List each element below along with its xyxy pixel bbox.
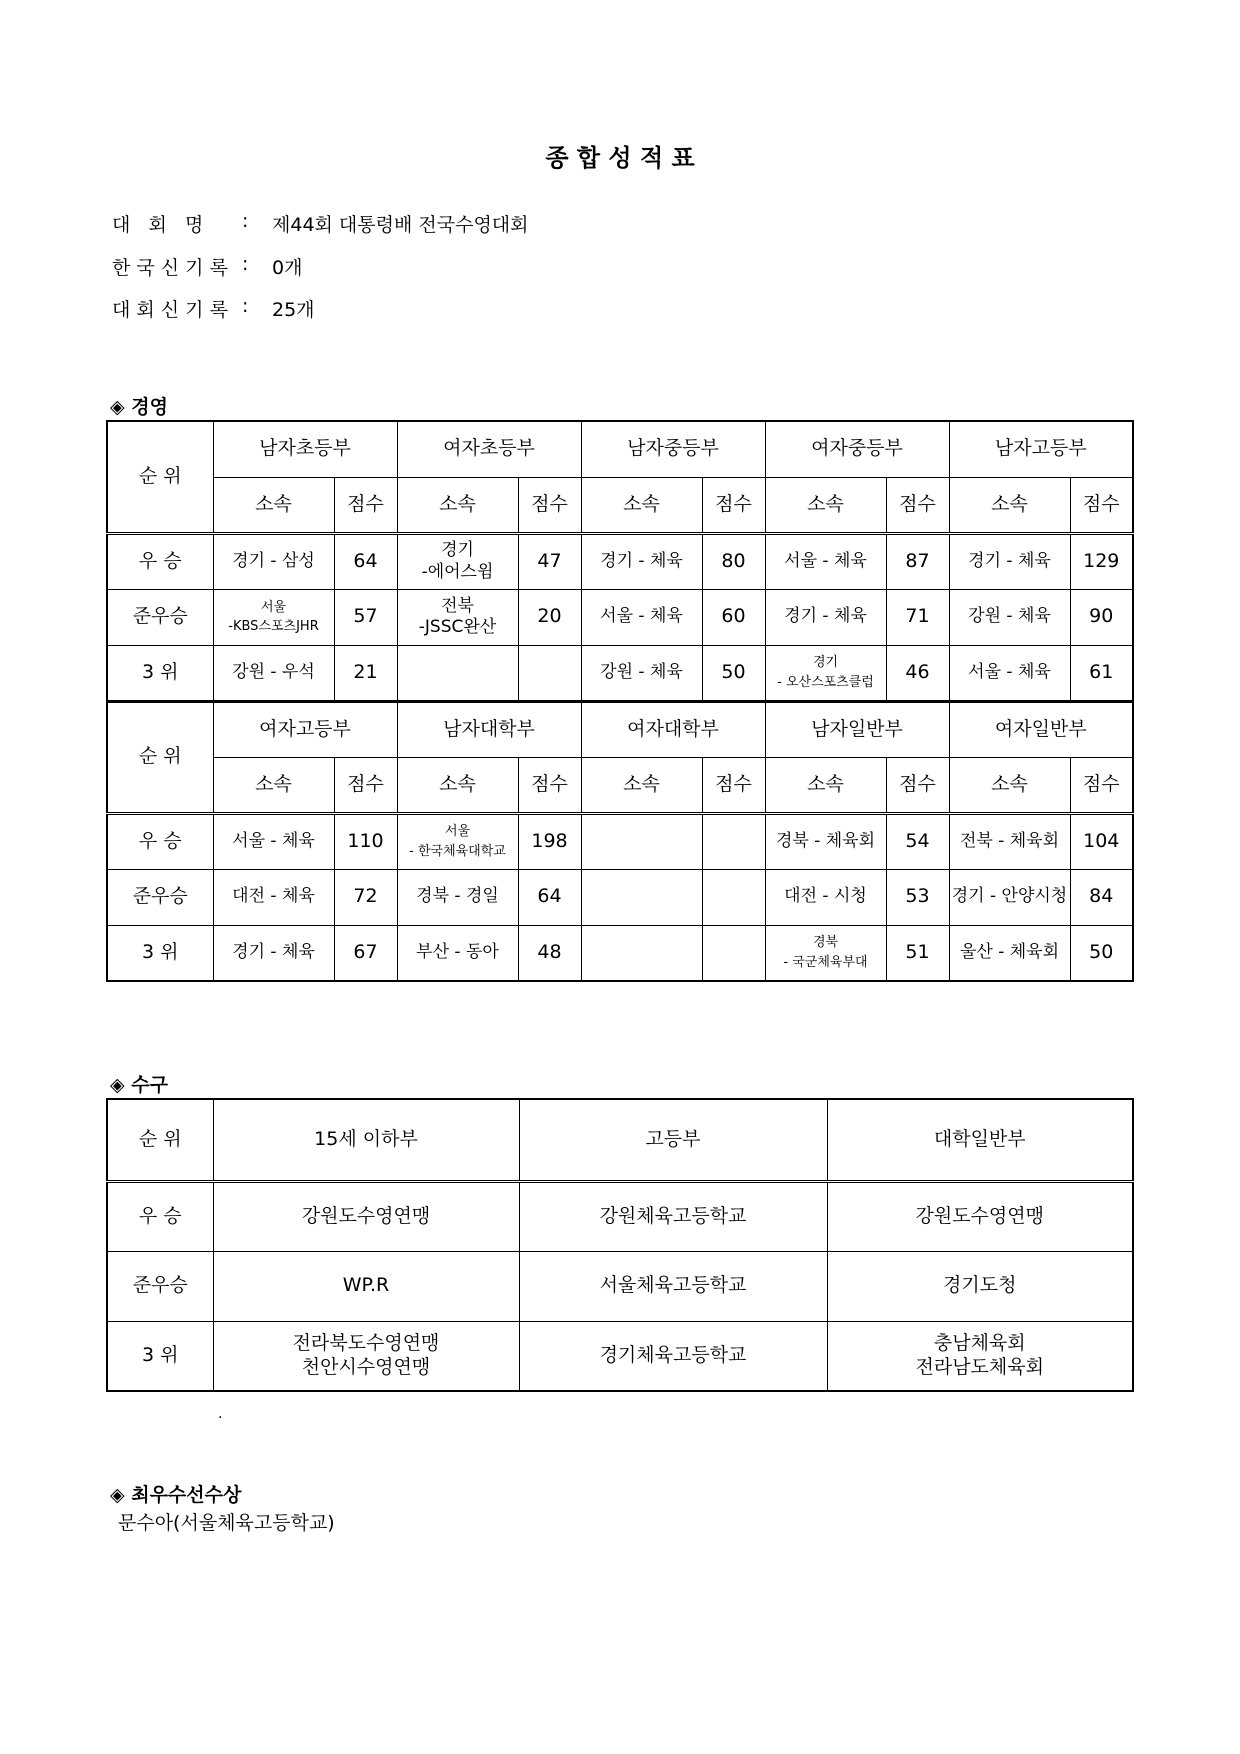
affiliation-cell: 경북 - 국군체육부대 — [765, 925, 886, 981]
score-cell: 64 — [334, 533, 397, 589]
table-header-row — [107, 701, 1133, 757]
score-cell: 21 — [334, 645, 397, 701]
score-cell: 84 — [1070, 869, 1133, 925]
affiliation-cell: 경기 - 체육 — [949, 533, 1070, 589]
table-header-row — [107, 421, 1133, 477]
score-cell: 104 — [1070, 813, 1133, 869]
group-header: 여자중등부 — [765, 421, 949, 477]
score-cell: 87 — [886, 533, 949, 589]
affiliation-header: 소속 — [765, 757, 886, 813]
group-header: 대학일반부 — [827, 1099, 1133, 1181]
rank-header: 순 위 — [107, 421, 213, 533]
affiliation-cell: 서울 - 한국체육대학교 — [397, 813, 518, 869]
table-row — [107, 1181, 1133, 1251]
info-colon: : — [242, 210, 249, 232]
score-cell: 61 — [1070, 645, 1133, 701]
stray-dot: . — [218, 1406, 223, 1422]
info-value: 제44회 대통령배 전국수영대회 — [272, 214, 529, 236]
info-row-meet — [112, 210, 529, 237]
score-cell: 54 — [886, 813, 949, 869]
group-header: 고등부 — [519, 1099, 827, 1181]
score-cell: 47 — [518, 533, 581, 589]
score-header: 점수 — [702, 757, 765, 813]
affiliation-cell: 서울 - 체육 — [213, 813, 334, 869]
score-cell — [702, 813, 765, 869]
group-header: 남자중등부 — [581, 421, 765, 477]
team-cell: 서울체육고등학교 — [519, 1251, 827, 1321]
score-cell: 129 — [1070, 533, 1133, 589]
info-label: 한 국 신 기 록 — [112, 257, 228, 279]
affiliation-cell: 서울 - 체육 — [765, 533, 886, 589]
affiliation-cell — [397, 645, 518, 701]
table-row — [107, 1321, 1133, 1391]
score-cell: 110 — [334, 813, 397, 869]
score-header: 점수 — [1070, 757, 1133, 813]
score-cell: 48 — [518, 925, 581, 981]
group-header: 여자고등부 — [213, 701, 397, 757]
score-header: 점수 — [1070, 477, 1133, 533]
score-cell — [518, 645, 581, 701]
affiliation-cell: 서울 -KBS스포츠JHR — [213, 589, 334, 645]
affiliation-cell: 전북 -JSSC완산 — [397, 589, 518, 645]
team-cell: 충남체육회 전라남도체육회 — [827, 1321, 1133, 1391]
table-row — [107, 869, 1133, 925]
table-row — [107, 645, 1133, 701]
affiliation-cell: 대전 - 체육 — [213, 869, 334, 925]
affiliation-header: 소속 — [949, 477, 1070, 533]
rank-header: 순 위 — [107, 1099, 213, 1181]
affiliation-cell: 전북 - 체육회 — [949, 813, 1070, 869]
score-cell: 90 — [1070, 589, 1133, 645]
team-cell: WP.R — [213, 1251, 519, 1321]
affiliation-header: 소속 — [397, 477, 518, 533]
rank-cell: 준우승 — [107, 589, 213, 645]
affiliation-cell: 경기 -에어스윔 — [397, 533, 518, 589]
table-subheader-row — [107, 757, 1133, 813]
rank-cell: 3 위 — [107, 1321, 213, 1391]
team-cell: 전라북도수영연맹 천안시수영연맹 — [213, 1321, 519, 1391]
team-cell: 강원체육고등학교 — [519, 1181, 827, 1251]
group-header: 여자일반부 — [949, 701, 1133, 757]
group-header: 남자일반부 — [765, 701, 949, 757]
affiliation-cell: 경기 - 체육 — [213, 925, 334, 981]
score-cell: 50 — [702, 645, 765, 701]
rank-cell: 준우승 — [107, 1251, 213, 1321]
rank-cell: 3 위 — [107, 645, 213, 701]
table-row — [107, 813, 1133, 869]
affiliation-header: 소속 — [765, 477, 886, 533]
score-cell — [702, 925, 765, 981]
page-title: 종 합 성 적 표 — [545, 144, 695, 172]
score-cell: 60 — [702, 589, 765, 645]
affiliation-header: 소속 — [213, 477, 334, 533]
score-cell: 64 — [518, 869, 581, 925]
group-header: 여자대학부 — [581, 701, 765, 757]
affiliation-cell: 경북 - 체육회 — [765, 813, 886, 869]
affiliation-cell — [581, 813, 702, 869]
score-header: 점수 — [518, 477, 581, 533]
info-value: 0개 — [272, 257, 303, 279]
score-cell: 198 — [518, 813, 581, 869]
affiliation-cell: 경북 - 경일 — [397, 869, 518, 925]
score-cell — [702, 869, 765, 925]
score-cell: 67 — [334, 925, 397, 981]
affiliation-cell: 경기 - 오산스포츠클럽 — [765, 645, 886, 701]
score-header: 점수 — [702, 477, 765, 533]
waterpolo-results-table — [106, 1098, 1134, 1392]
rank-cell: 준우승 — [107, 869, 213, 925]
score-cell: 50 — [1070, 925, 1133, 981]
team-cell: 강원도수영연맹 — [213, 1181, 519, 1251]
affiliation-cell — [581, 869, 702, 925]
score-cell: 51 — [886, 925, 949, 981]
rank-cell: 우 승 — [107, 533, 213, 589]
info-value: 25개 — [272, 299, 315, 321]
team-cell: 강원도수영연맹 — [827, 1181, 1133, 1251]
rank-cell: 우 승 — [107, 813, 213, 869]
table-row — [107, 589, 1133, 645]
affiliation-header: 소속 — [397, 757, 518, 813]
affiliation-cell: 서울 - 체육 — [949, 645, 1070, 701]
score-header: 점수 — [518, 757, 581, 813]
swim-results-table — [106, 420, 1134, 982]
score-header: 점수 — [886, 757, 949, 813]
group-header: 남자대학부 — [397, 701, 581, 757]
info-row-korean-record — [112, 253, 302, 280]
score-cell: 57 — [334, 589, 397, 645]
info-label: 대 회 신 기 록 — [112, 299, 228, 321]
team-cell: 경기체육고등학교 — [519, 1321, 827, 1391]
swim-section-heading: ◈ 경영 — [110, 396, 168, 418]
affiliation-cell: 서울 - 체육 — [581, 589, 702, 645]
affiliation-header: 소속 — [581, 477, 702, 533]
info-label: 대 회 명 — [112, 214, 204, 236]
affiliation-cell: 경기 - 안양시청 — [949, 869, 1070, 925]
rank-header: 순 위 — [107, 701, 213, 813]
score-header: 점수 — [886, 477, 949, 533]
affiliation-cell: 대전 - 시청 — [765, 869, 886, 925]
rank-cell: 3 위 — [107, 925, 213, 981]
score-cell: 71 — [886, 589, 949, 645]
affiliation-header: 소속 — [581, 757, 702, 813]
affiliation-header: 소속 — [213, 757, 334, 813]
affiliation-cell: 강원 - 우석 — [213, 645, 334, 701]
affiliation-cell: 경기 - 삼성 — [213, 533, 334, 589]
affiliation-cell: 경기 - 체육 — [765, 589, 886, 645]
table-header-row — [107, 1099, 1133, 1181]
score-header: 점수 — [334, 477, 397, 533]
rank-cell: 우 승 — [107, 1181, 213, 1251]
award-winner: 문수아(서울체육고등학교) — [118, 1512, 335, 1534]
group-header: 15세 이하부 — [213, 1099, 519, 1181]
affiliation-header: 소속 — [949, 757, 1070, 813]
award-section-heading: ◈ 최우수선수상 — [110, 1484, 242, 1506]
table-row — [107, 1251, 1133, 1321]
affiliation-cell: 경기 - 체육 — [581, 533, 702, 589]
group-header: 여자초등부 — [397, 421, 581, 477]
info-colon: : — [242, 253, 249, 275]
affiliation-cell: 강원 - 체육 — [581, 645, 702, 701]
info-row-meet-record — [112, 295, 315, 322]
affiliation-cell: 부산 - 동아 — [397, 925, 518, 981]
score-header: 점수 — [334, 757, 397, 813]
table-row — [107, 925, 1133, 981]
team-cell: 경기도청 — [827, 1251, 1133, 1321]
info-colon: : — [242, 295, 249, 317]
score-cell: 72 — [334, 869, 397, 925]
affiliation-cell: 울산 - 체육회 — [949, 925, 1070, 981]
score-cell: 53 — [886, 869, 949, 925]
table-row — [107, 533, 1133, 589]
affiliation-cell — [581, 925, 702, 981]
table-subheader-row — [107, 477, 1133, 533]
score-cell: 46 — [886, 645, 949, 701]
group-header: 남자초등부 — [213, 421, 397, 477]
score-cell: 80 — [702, 533, 765, 589]
affiliation-cell: 강원 - 체육 — [949, 589, 1070, 645]
group-header: 남자고등부 — [949, 421, 1133, 477]
waterpolo-section-heading: ◈ 수구 — [110, 1074, 168, 1096]
score-cell: 20 — [518, 589, 581, 645]
